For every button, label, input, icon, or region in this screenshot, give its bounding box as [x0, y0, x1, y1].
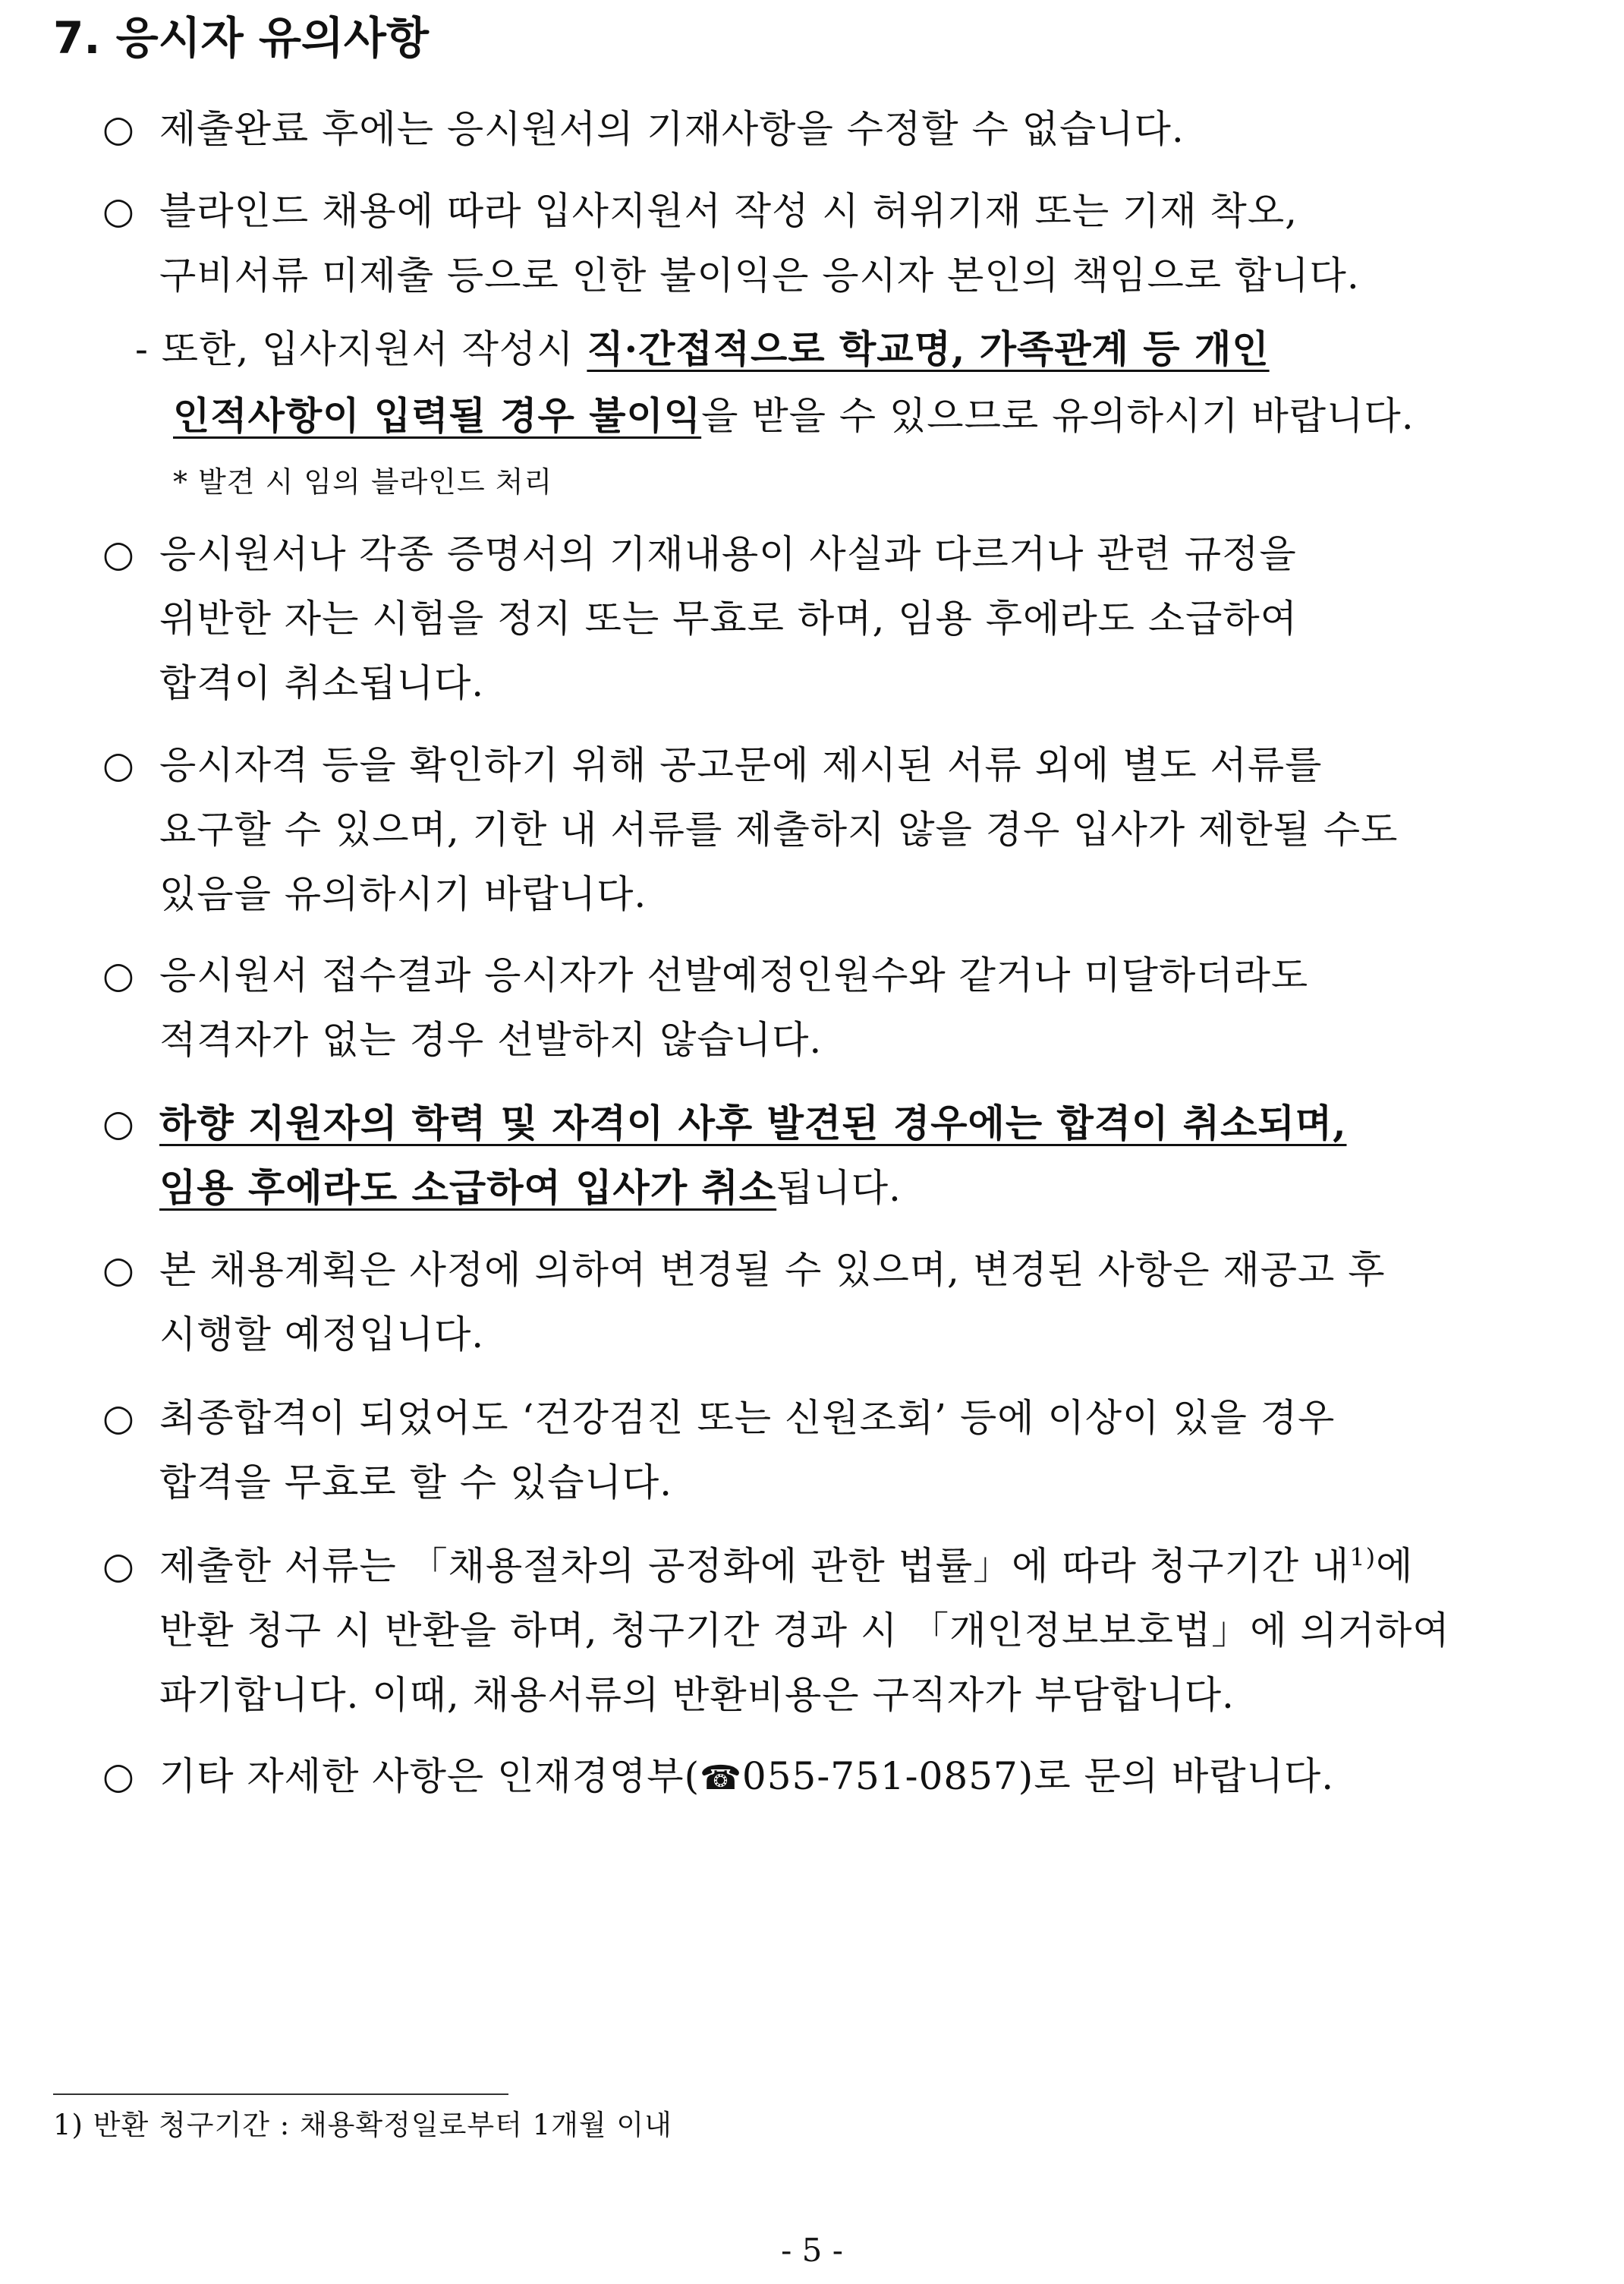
bullet-icon: ○ [102, 533, 134, 575]
sub-note-emphasis-2: 인적사항이 입력될 경우 불이익 [173, 393, 702, 438]
footnote-ref: 1) [1349, 1542, 1377, 1572]
item-6-suffix: 됩니다. [776, 1166, 902, 1210]
bullet-icon: ○ [102, 1249, 134, 1291]
item-6-line-2 [159, 1158, 902, 1218]
item-10-suffix: 055-751-0857)로 문의 바랍니다. [741, 1754, 1335, 1798]
bullet-icon: ○ [102, 1102, 134, 1145]
bullet-icon: ○ [102, 1545, 134, 1587]
item-2-line-2: 구비서류 미제출 등으로 인한 불이익은 응시자 본인의 책임으로 합니다. [159, 254, 1360, 298]
sub-note-line-2 [173, 386, 1415, 446]
bullet-icon: ○ [102, 954, 134, 997]
item-6-emphasis-2: 임용 후에라도 소급하여 입사가 취소 [159, 1165, 777, 1210]
item-7-line-2: 시행할 예정입니다. [159, 1312, 485, 1356]
item-9-line-1-text: 제출한 서류는 「채용절차의 공정화에 관한 법률」에 따라 청구기간 내 [159, 1544, 1350, 1588]
sub-note-line-1 [135, 319, 1270, 380]
sub-note-emphasis-1: 직·간접적으로 학교명, 가족관계 등 개인 [587, 326, 1270, 371]
item-10-prefix: 기타 자세한 사항은 인재경영부( [159, 1754, 700, 1798]
item-6-emphasis-1: 하향 지원자의 학력 및 자격이 사후 발견된 경우에는 합격이 취소되며, [159, 1101, 1347, 1145]
asterisk-note: * 발견 시 임의 블라인드 처리 [173, 465, 553, 499]
phone-icon: ☎ [700, 1759, 742, 1797]
item-8-line-2: 합격을 무효로 할 수 있습니다. [159, 1460, 673, 1504]
sub-note-suffix: 을 받을 수 있으므로 유의하시기 바랍니다. [701, 394, 1415, 438]
item-2-line-1: 블라인드 채용에 따라 입사지원서 작성 시 허위기재 또는 기재 착오, [159, 189, 1298, 233]
bullet-icon: ○ [102, 108, 134, 150]
item-3-line-2: 위반한 자는 시험을 정지 또는 무효로 하며, 임용 후에라도 소급하여 [159, 597, 1298, 641]
bullet-icon: ○ [102, 1397, 134, 1439]
item-3-line-1: 응시원서나 각종 증명서의 기재내용이 사실과 다르거나 관련 규정을 [159, 532, 1297, 576]
item-8-line-1: 최종합격이 되었어도 ‘건강검진 또는 신원조회’ 등에 이상이 있을 경우 [159, 1396, 1336, 1440]
bullet-icon: ○ [102, 744, 134, 786]
item-1-line-1: 제출완료 후에는 응시원서의 기재사항을 수정할 수 없습니다. [159, 107, 1185, 151]
item-6-line-1 [159, 1093, 1346, 1154]
item-4-line-1: 응시자격 등을 확인하기 위해 공고문에 제시된 서류 외에 별도 서류를 [159, 743, 1323, 787]
footnote: 1) 반환 청구기간 : 채용확정일로부터 1개월 이내 [53, 2109, 672, 2141]
page-number: - 5 - [781, 2232, 843, 2269]
item-5-line-1: 응시원서 접수결과 응시자가 선발예정인원수와 같거나 미달하더라도 [159, 953, 1309, 997]
item-4-line-2: 요구할 수 있으며, 기한 내 서류를 제출하지 않을 경우 입사가 제한될 수도 [159, 808, 1399, 852]
bullet-icon: ○ [102, 190, 134, 232]
bullet-icon: ○ [102, 1755, 134, 1797]
item-10-line-1 [159, 1746, 1334, 1807]
item-5-line-2: 적격자가 없는 경우 선발하지 않습니다. [159, 1018, 823, 1062]
section-title: 7. 응시자 유의사항 [53, 12, 429, 64]
item-9-line-1-suffix: 에 [1376, 1544, 1414, 1588]
item-9-line-3: 파기합니다. 이때, 채용서류의 반환비용은 구직자가 부담합니다. [159, 1673, 1235, 1717]
sub-note-prefix: - 또한, 입사지원서 작성시 [135, 327, 587, 371]
item-4-line-3: 있음을 유의하시기 바랍니다. [159, 872, 647, 916]
item-7-line-1: 본 채용계획은 사정에 의하여 변경될 수 있으며, 변경된 사항은 재공고 후 [159, 1248, 1386, 1292]
item-3-line-3: 합격이 취소됩니다. [159, 661, 485, 705]
item-9-line-2: 반환 청구 시 반환을 하며, 청구기간 경과 시 「개인정보보호법」에 의거하여 [159, 1608, 1450, 1652]
footnote-divider [53, 2093, 508, 2095]
item-9-line-1 [159, 1536, 1413, 1596]
